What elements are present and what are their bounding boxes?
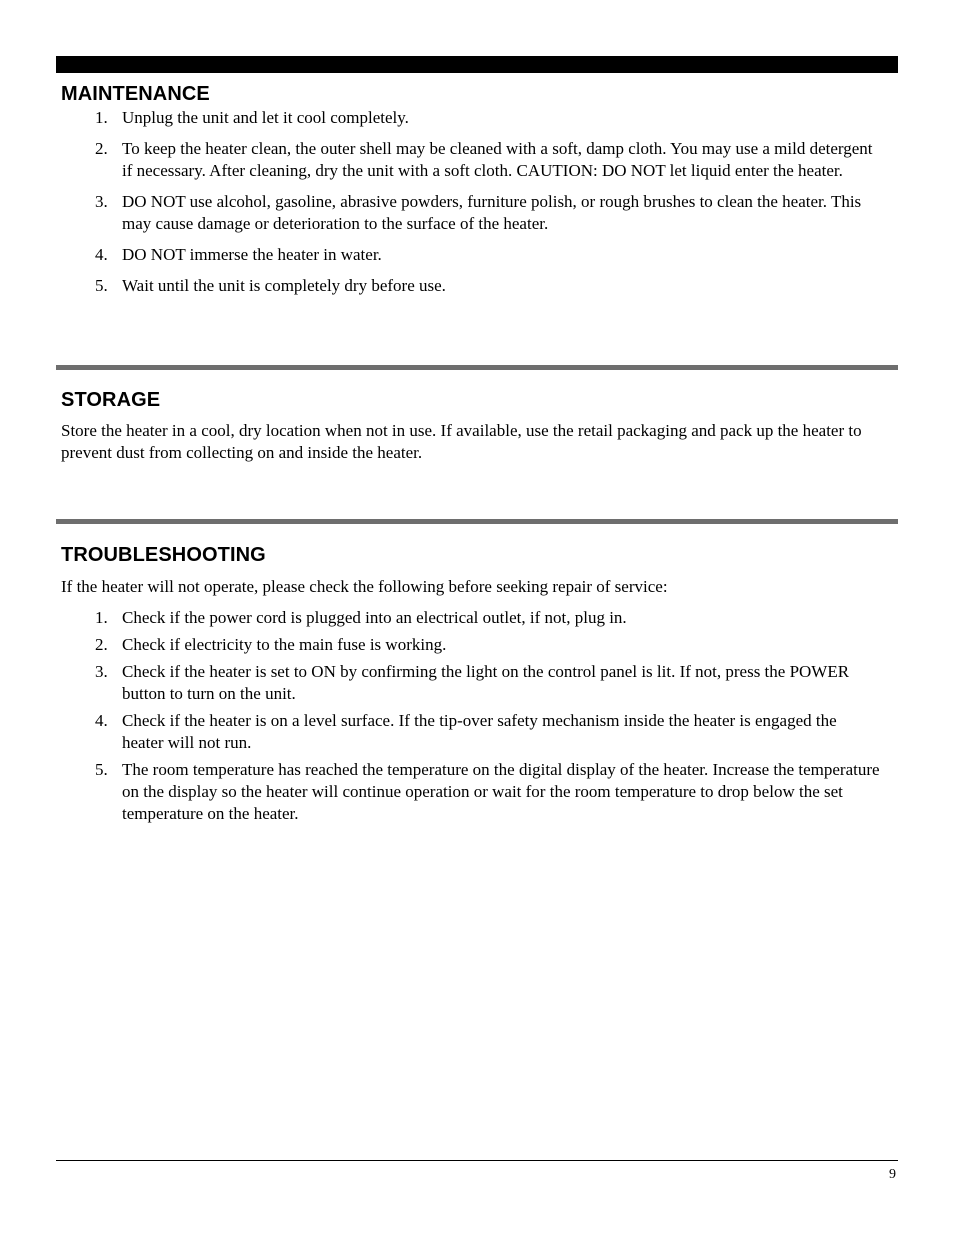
list-item: [0, 607, 882, 629]
list-item-number: 5.: [95, 276, 108, 295]
list-item-number: 5.: [95, 760, 108, 779]
list-item: [0, 661, 882, 705]
list-item-number: 3.: [95, 662, 108, 681]
troubleshooting-intro: If the heater will not operate, please check the following before seeking repair of service:: [61, 577, 668, 596]
list-item-text: DO NOT immerse the heater in water.: [122, 245, 382, 264]
list-item-text: Unplug the unit and let it cool completely.: [122, 108, 409, 127]
maintenance-list: [0, 107, 954, 306]
list-item: [0, 634, 882, 656]
list-item-number: 2.: [95, 139, 108, 158]
top-header-bar: [56, 56, 898, 73]
storage-heading: STORAGE: [61, 389, 161, 411]
storage-paragraph: Store the heater in a cool, dry location when not in use. If available, use the retail packaging and pack up the heater to prevent dust from collecting on and inside the heater.: [61, 421, 862, 462]
list-item-number: 1.: [95, 608, 108, 627]
list-item-number: 4.: [95, 711, 108, 730]
section-divider: [56, 365, 898, 370]
list-item: [0, 759, 882, 825]
troubleshooting-list: [0, 607, 954, 830]
list-item-text: Wait until the unit is completely dry before use.: [122, 276, 446, 295]
list-item-text: The room temperature has reached the temperature on the digital display of the heater. Increase the temperature on the display so the heater will continue operation or wait for the room temperature to drop below the set temperature on the heater.: [122, 760, 880, 823]
list-item-text: DO NOT use alcohol, gasoline, abrasive powders, furniture polish, or rough brushes to clean the heater. This may cause damage or deterioration to the surface of the heater.: [122, 192, 862, 233]
list-item: [0, 710, 882, 754]
list-item-text: Check if the power cord is plugged into an electrical outlet, if not, plug in.: [122, 608, 627, 627]
list-item: [0, 107, 882, 129]
list-item-text: Check if the heater is on a level surface. If the tip-over safety mechanism inside the heater is engaged the heater will not run.: [122, 711, 837, 752]
list-item-number: 1.: [95, 108, 108, 127]
footer-rule: [56, 1160, 898, 1161]
list-item-text: Check if electricity to the main fuse is working.: [122, 635, 447, 654]
list-item-text: To keep the heater clean, the outer shell may be cleaned with a soft, damp cloth. You may use a mild detergent if necessary. After cleaning, dry the unit with a soft cloth. CAUTION: DO NOT let liquid enter the heater.: [122, 139, 873, 180]
list-item: [0, 138, 882, 182]
list-item: [0, 244, 882, 266]
list-item-number: 4.: [95, 245, 108, 264]
troubleshooting-heading: TROUBLESHOOTING: [61, 544, 266, 566]
list-item: [0, 191, 882, 235]
maintenance-heading: MAINTENANCE: [61, 83, 210, 105]
list-item-number: 2.: [95, 635, 108, 654]
list-item: [0, 275, 882, 297]
page-number: 9: [889, 1167, 896, 1182]
list-item-text: Check if the heater is set to ON by confirming the light on the control panel is lit. If not, press the POWER button to turn on the unit.: [122, 662, 850, 703]
list-item-number: 3.: [95, 192, 108, 211]
section-divider: [56, 519, 898, 524]
